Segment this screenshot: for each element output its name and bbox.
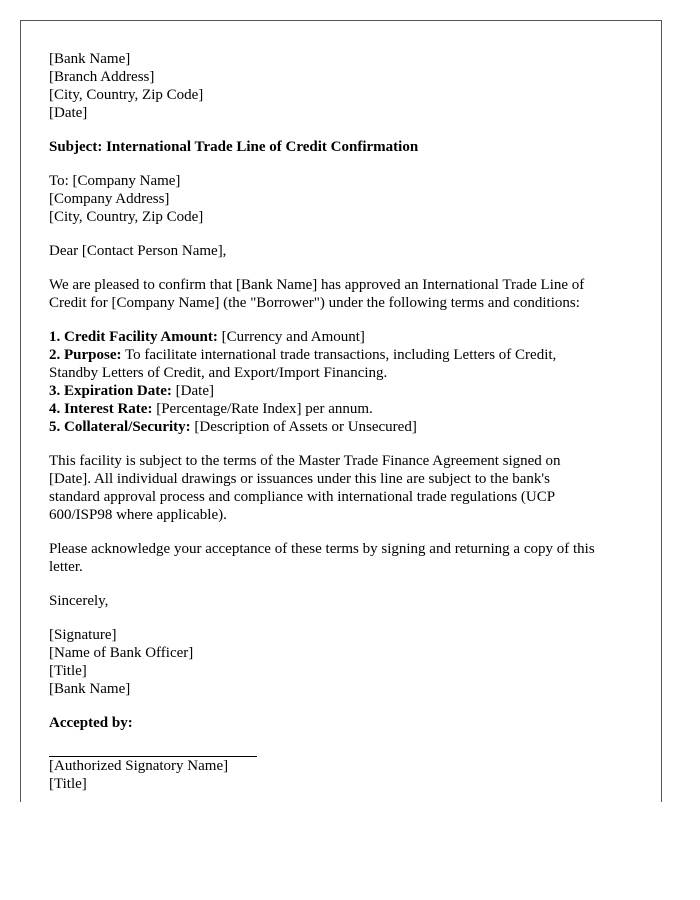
term-item [49, 418, 633, 436]
sender-branch-address: [Branch Address] [49, 69, 155, 85]
signature-bank-name: [Bank Name] [49, 681, 131, 697]
recipient-to: To: [Company Name] [49, 173, 181, 189]
facility-line: 600/ISP98 where applicable). [49, 507, 227, 523]
sender-city: [City, Country, Zip Code] [49, 87, 204, 103]
intro-line-1: We are pleased to confirm that [Bank Name] has approved an International Trade Line of [49, 277, 585, 293]
acknowledge-line: letter. [49, 559, 83, 575]
acknowledge-line: Please acknowledge your acceptance of these terms by signing and returning a copy of this [49, 541, 595, 557]
term-label: 2. Purpose: [49, 347, 122, 363]
acknowledge-paragraph [49, 540, 633, 576]
bank-officer-name: [Name of Bank Officer] [49, 645, 194, 661]
authorized-signatory-name: [Authorized Signatory Name] [49, 758, 229, 774]
facility-paragraph [49, 452, 633, 524]
authorized-signatory-title: [Title] [49, 776, 87, 792]
acceptance-signature-line [49, 732, 257, 757]
facility-line: [Date]. All individual drawings or issuances under this line are subject to the bank's [49, 471, 550, 487]
facility-line: This facility is subject to the terms of the Master Trade Finance Agreement signed on [49, 453, 561, 469]
accepted-by-heading [49, 714, 633, 732]
recipient-block [49, 172, 633, 226]
term-label: 3. Expiration Date: [49, 383, 172, 399]
term-item-continuation: Standby Letters of Credit, and Export/Import Financing. [49, 365, 388, 381]
salutation [49, 242, 633, 260]
terms-list [49, 328, 633, 436]
term-value: To facilitate international trade transactions, including Letters of Credit, [121, 347, 557, 363]
letter-page [20, 20, 662, 802]
accepted-by-text: Accepted by: [49, 715, 133, 731]
closing [49, 592, 633, 610]
facility-line: standard approval process and compliance with international trade regulations (UCP [49, 489, 556, 505]
signature-block [49, 626, 633, 698]
term-value: [Description of Assets or Unsecured] [190, 419, 417, 435]
term-item [49, 328, 633, 346]
term-item [49, 382, 633, 400]
salutation-text: Dear [Contact Person Name], [49, 243, 227, 259]
term-value: [Percentage/Rate Index] per annum. [152, 401, 373, 417]
term-item [49, 400, 633, 418]
term-value: [Currency and Amount] [217, 329, 365, 345]
sender-bank-name: [Bank Name] [49, 51, 131, 67]
bank-officer-title: [Title] [49, 663, 87, 679]
acceptance-block [49, 757, 633, 793]
signature-placeholder: [Signature] [49, 627, 117, 643]
sender-block [49, 50, 633, 122]
closing-text: Sincerely, [49, 593, 109, 609]
recipient-city: [City, Country, Zip Code] [49, 209, 204, 225]
intro-line-2: Credit for [Company Name] (the "Borrower") under the following terms and conditions: [49, 295, 580, 311]
term-label: 5. Collateral/Security: [49, 419, 191, 435]
sender-date: [Date] [49, 105, 88, 121]
intro-paragraph [49, 276, 633, 312]
recipient-address: [Company Address] [49, 191, 170, 207]
term-label: 4. Interest Rate: [49, 401, 153, 417]
term-item [49, 346, 633, 364]
term-value: [Date] [171, 383, 214, 399]
subject-text: Subject: International Trade Line of Credit Confirmation [49, 139, 419, 155]
term-label: 1. Credit Facility Amount: [49, 329, 218, 345]
subject-line [49, 138, 633, 156]
